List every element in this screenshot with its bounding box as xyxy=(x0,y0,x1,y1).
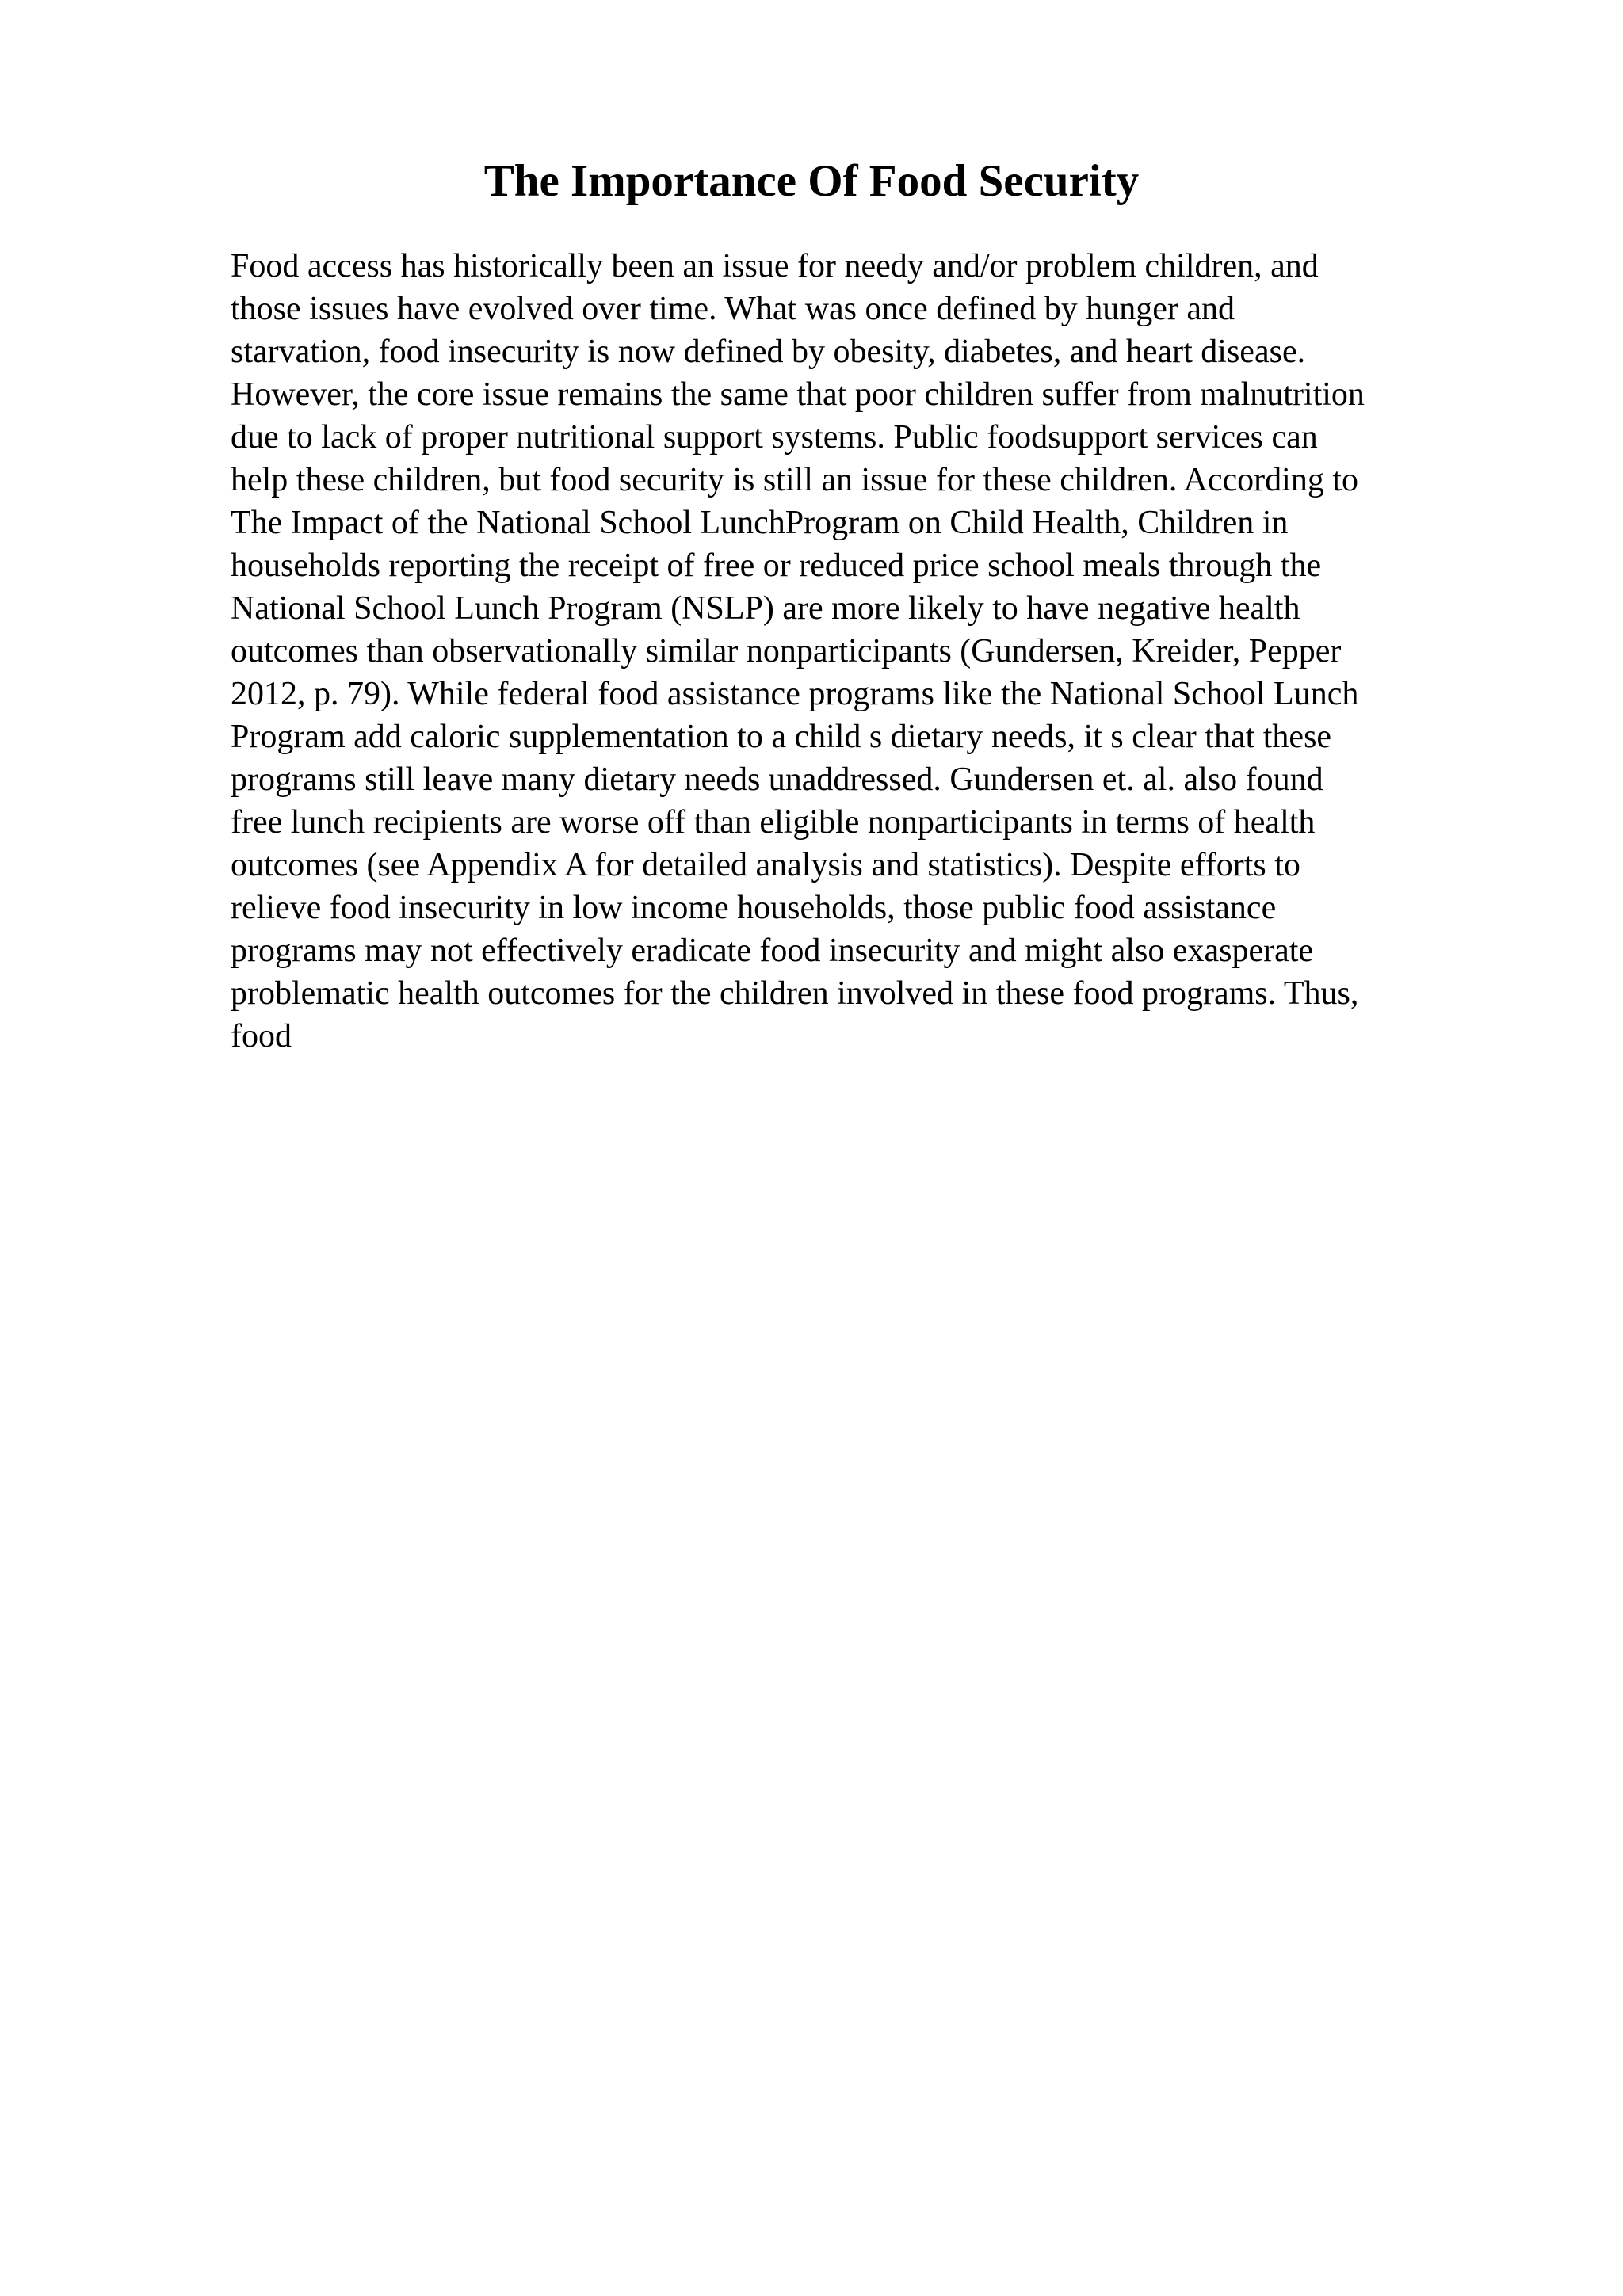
paragraph-line: Program add caloric supplementation to a child s dietary needs, it s clear that these xyxy=(231,719,1332,755)
paragraph-line: households reporting the receipt of free or reduced price school meals through the xyxy=(231,547,1322,584)
paragraph-line: problematic health outcomes for the children involved in these food programs. Thus, xyxy=(231,975,1359,1012)
paragraph-line: However, the core issue remains the same that poor children suffer from malnutrition xyxy=(231,376,1365,413)
paragraph-line: help these children, but food security is still an issue for these children. According to xyxy=(231,462,1358,498)
paragraph-line: 2012, p. 79). While federal food assistance programs like the National School Lunch xyxy=(231,676,1359,712)
paragraph-line: outcomes than observationally similar nonparticipants (Gundersen, Kreider, Pepper xyxy=(231,633,1342,669)
paragraph-line: Food access has historically been an issue for needy and/or problem children, and xyxy=(231,248,1319,284)
body-paragraph xyxy=(231,245,1513,1058)
paragraph-line: due to lack of proper nutritional support systems. Public foodsupport services can xyxy=(231,419,1318,456)
paragraph-line: relieve food insecurity in low income households, those public food assistance xyxy=(231,890,1277,926)
paragraph-line: National School Lunch Program (NSLP) are more likely to have negative health xyxy=(231,590,1300,627)
document-title: The Importance Of Food Security xyxy=(483,156,1140,206)
paragraph-line: programs may not effectively eradicate food insecurity and might also exasperate xyxy=(231,933,1314,969)
paragraph-line: food xyxy=(231,1018,292,1055)
paragraph-line: free lunch recipients are worse off than eligible nonparticipants in terms of health xyxy=(231,804,1316,841)
paragraph-line: programs still leave many dietary needs unaddressed. Gundersen et. al. also found xyxy=(231,761,1323,798)
paragraph-line: outcomes (see Appendix A for detailed analysis and statistics). Despite efforts to xyxy=(231,847,1300,883)
paragraph-line: starvation, food insecurity is now defined by obesity, diabetes, and heart disease. xyxy=(231,334,1306,370)
paragraph-line: those issues have evolved over time. What was once defined by hunger and xyxy=(231,291,1235,327)
paragraph-line: The Impact of the National School LunchProgram on Child Health, Children in xyxy=(231,505,1289,541)
